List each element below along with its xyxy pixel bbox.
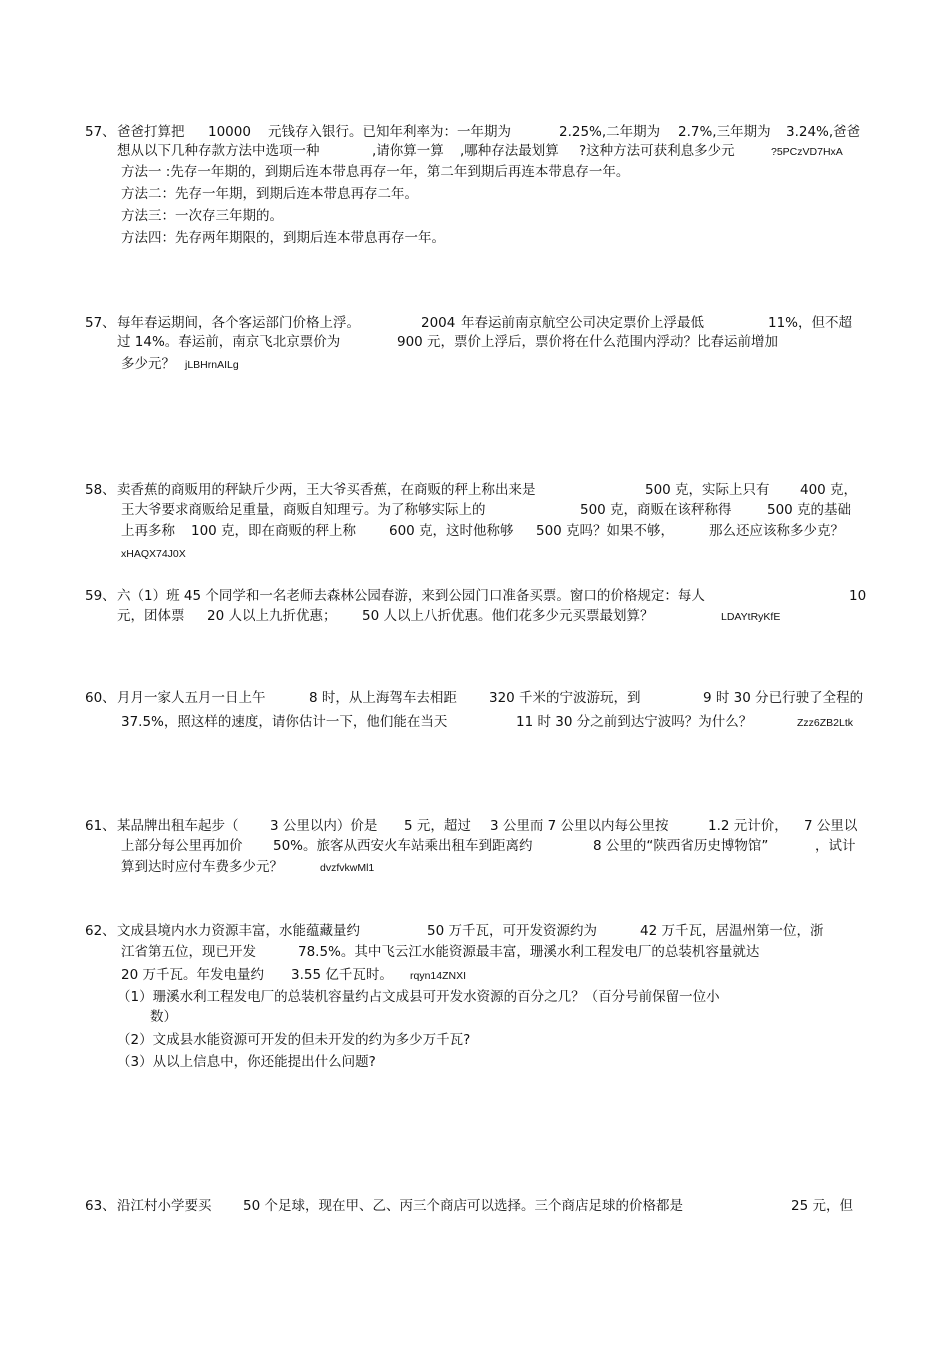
question-text: 某品牌出租车起步（ [117,818,239,834]
question-text: 每年春运期间，各个客运部门价格上浮。 [117,315,360,331]
question-text: 多少元？ [121,356,175,372]
question-text: 江省第五位，现已开发 [121,944,256,960]
question-text: 10000 [208,124,251,140]
question-text: 沿江村小学要买 [117,1198,212,1214]
question-text: 500 克，实际上只有 [645,482,770,498]
sub-question: （1）珊溪水利工程发电厂的总装机容量约占文成县可开发水资源的百分之几？（百分号前保留一位小 [117,989,720,1005]
question-text: 5 元，超过 [404,818,471,834]
question-text: ,哪种存法最划算 [460,143,559,159]
sub-question: 数） [150,1009,177,1025]
sub-question: （2）文成县水能资源可开发的但未开发的约为多少万千瓦? [117,1032,471,1048]
question-text: 900 [397,334,423,350]
watermark-code: rqyn14ZNXI [410,970,467,982]
question-number: 57、 [85,315,116,331]
watermark-code: xHAQX74J0X [121,548,186,560]
question-text: 9 时 30 分已行驶了全程的 [703,690,864,706]
question-text: 100 克，即在商贩的秤上称 [191,523,357,539]
question-text: 25 元，但 [791,1198,853,1214]
question-text: 想从以下几种存款方法中选项一种 [117,143,320,159]
method-line: 方法二：先存一年期，到期后连本带息再存二年。 [121,186,418,202]
sub-question: （3）从以上信息中，你还能提出什么问题? [117,1054,376,1070]
watermark-code: LDAYtRyKfE [721,611,781,623]
watermark-code: Zzz6ZB2Ltk [797,717,854,729]
question-number: 63、 [85,1198,116,1214]
question-number: 60、 [85,690,116,706]
question-text: 王大爷要求商贩给足重量，商贩自知理亏。为了称够实际上的 [121,502,486,518]
question-text: 500 克，商贩在该秤称得 [580,502,732,518]
question-text: 元，票价上浮后，票价将在什么范围内浮动？比春运前增加 [427,334,778,350]
question-text: 3 公里而 7 公里以内每公里按 [490,818,669,834]
watermark-code: jLBHrnAILg [185,359,239,371]
question-text: 年春运前南京航空公司决定票价上浮最低 [461,315,704,331]
question-text: 50 个足球，现在甲、乙、丙三个商店可以选择。三个商店足球的价格都是 [243,1198,683,1214]
question-number: 57、 [85,124,116,140]
question-text: 爸爸打算把 [117,124,185,140]
watermark-code: dvzfvkwMl1 [320,862,375,874]
question-text: ?这种方法可获利息多少元 [579,143,735,159]
question-text: 600 克，这时他称够 [389,523,514,539]
question-text: 78.5%。其中飞云江水能资源最丰富，珊溪水利工程发电厂的总装机容量就达 [298,944,760,960]
question-text: 20 人以上九折优惠； [207,608,337,624]
question-text: 那么还应该称多少克？ [709,523,844,539]
question-text: 六（1）班 45 个同学和一名老师去森林公园春游，来到公园门口准备买票。窗口的价格规定：每人 [117,588,705,604]
question-text: 算到达时应付车费多少元？ [121,859,283,875]
question-text: 上部分每公里再加价 [121,838,243,854]
question-text: 50%。旅客从西安火车站乘出租车到距离约 [273,838,533,854]
question-text: 卖香蕉的商贩用的秤缺斤少两，王大爷买香蕉，在商贩的秤上称出来是 [117,482,536,498]
question-text: 元钱存入银行。已知年利率为：一年期为 [268,124,511,140]
question-text: 元，团体票 [117,608,185,624]
method-line: 方法一 :先存一年期的，到期后连本带息再存一年，第二年到期后再连本带息存一年。 [121,164,630,180]
question-number: 59、 [85,588,116,604]
question-text: ,请你算一算 [372,143,444,159]
question-text: 7 公里以 [804,818,858,834]
question-text: 11 时 30 分之前到达宁波吗？为什么？ [516,714,753,730]
question-text: 10 [849,588,867,604]
question-text: 50 人以上八折优惠。他们花多少元买票最划算？ [362,608,654,624]
question-text: 11%，但不超 [768,315,853,331]
question-text: 320 千米的宁波游玩，到 [489,690,641,706]
question-text: 3 公里以内）价是 [270,818,378,834]
question-text: 上再多称 [121,523,175,539]
question-text: 42 万千瓦，居温州第一位，浙 [640,923,824,939]
question-text: 50 万千瓦，可开发资源约为 [427,923,597,939]
watermark-code: ?5PCzVD7HxA [771,146,843,158]
question-text: 400 克， [800,482,858,498]
question-text: 2004 [421,315,456,331]
method-line: 方法三：一次存三年期的。 [121,208,283,224]
question-text: 文成县境内水力资源丰富，水能蕴藏量约 [117,923,360,939]
question-text: 1.2 元计价， [708,818,788,834]
question-text: 500 克的基础 [767,502,852,518]
question-text: ，试计 [815,838,856,854]
method-line: 方法四：先存两年期限的，到期后连本带息再存一年。 [121,230,445,246]
question-number: 58、 [85,482,116,498]
question-text: 过 14%。春运前，南京飞北京票价为 [117,334,341,350]
question-number: 61、 [85,818,116,834]
question-text: 2.7%,三年期为 [678,124,771,140]
question-text: 3.24%,爸爸 [786,124,861,140]
question-text: 37.5%，照这样的速度，请你估计一下，他们能在当天 [121,714,448,730]
question-number: 62、 [85,923,116,939]
question-text: 8 时，从上海驾车去相距 [309,690,457,706]
question-text: 500 克吗？如果不够， [536,523,675,539]
question-text: 3.55 亿千瓦时。 [291,967,393,983]
question-text: 2.25%,二年期为 [559,124,661,140]
question-text: 20 万千瓦。年发电量约 [121,967,264,983]
question-text: 8 公里的“陕西省历史博物馆” [593,838,769,854]
question-text: 月月一家人五月一日上午 [117,690,266,706]
